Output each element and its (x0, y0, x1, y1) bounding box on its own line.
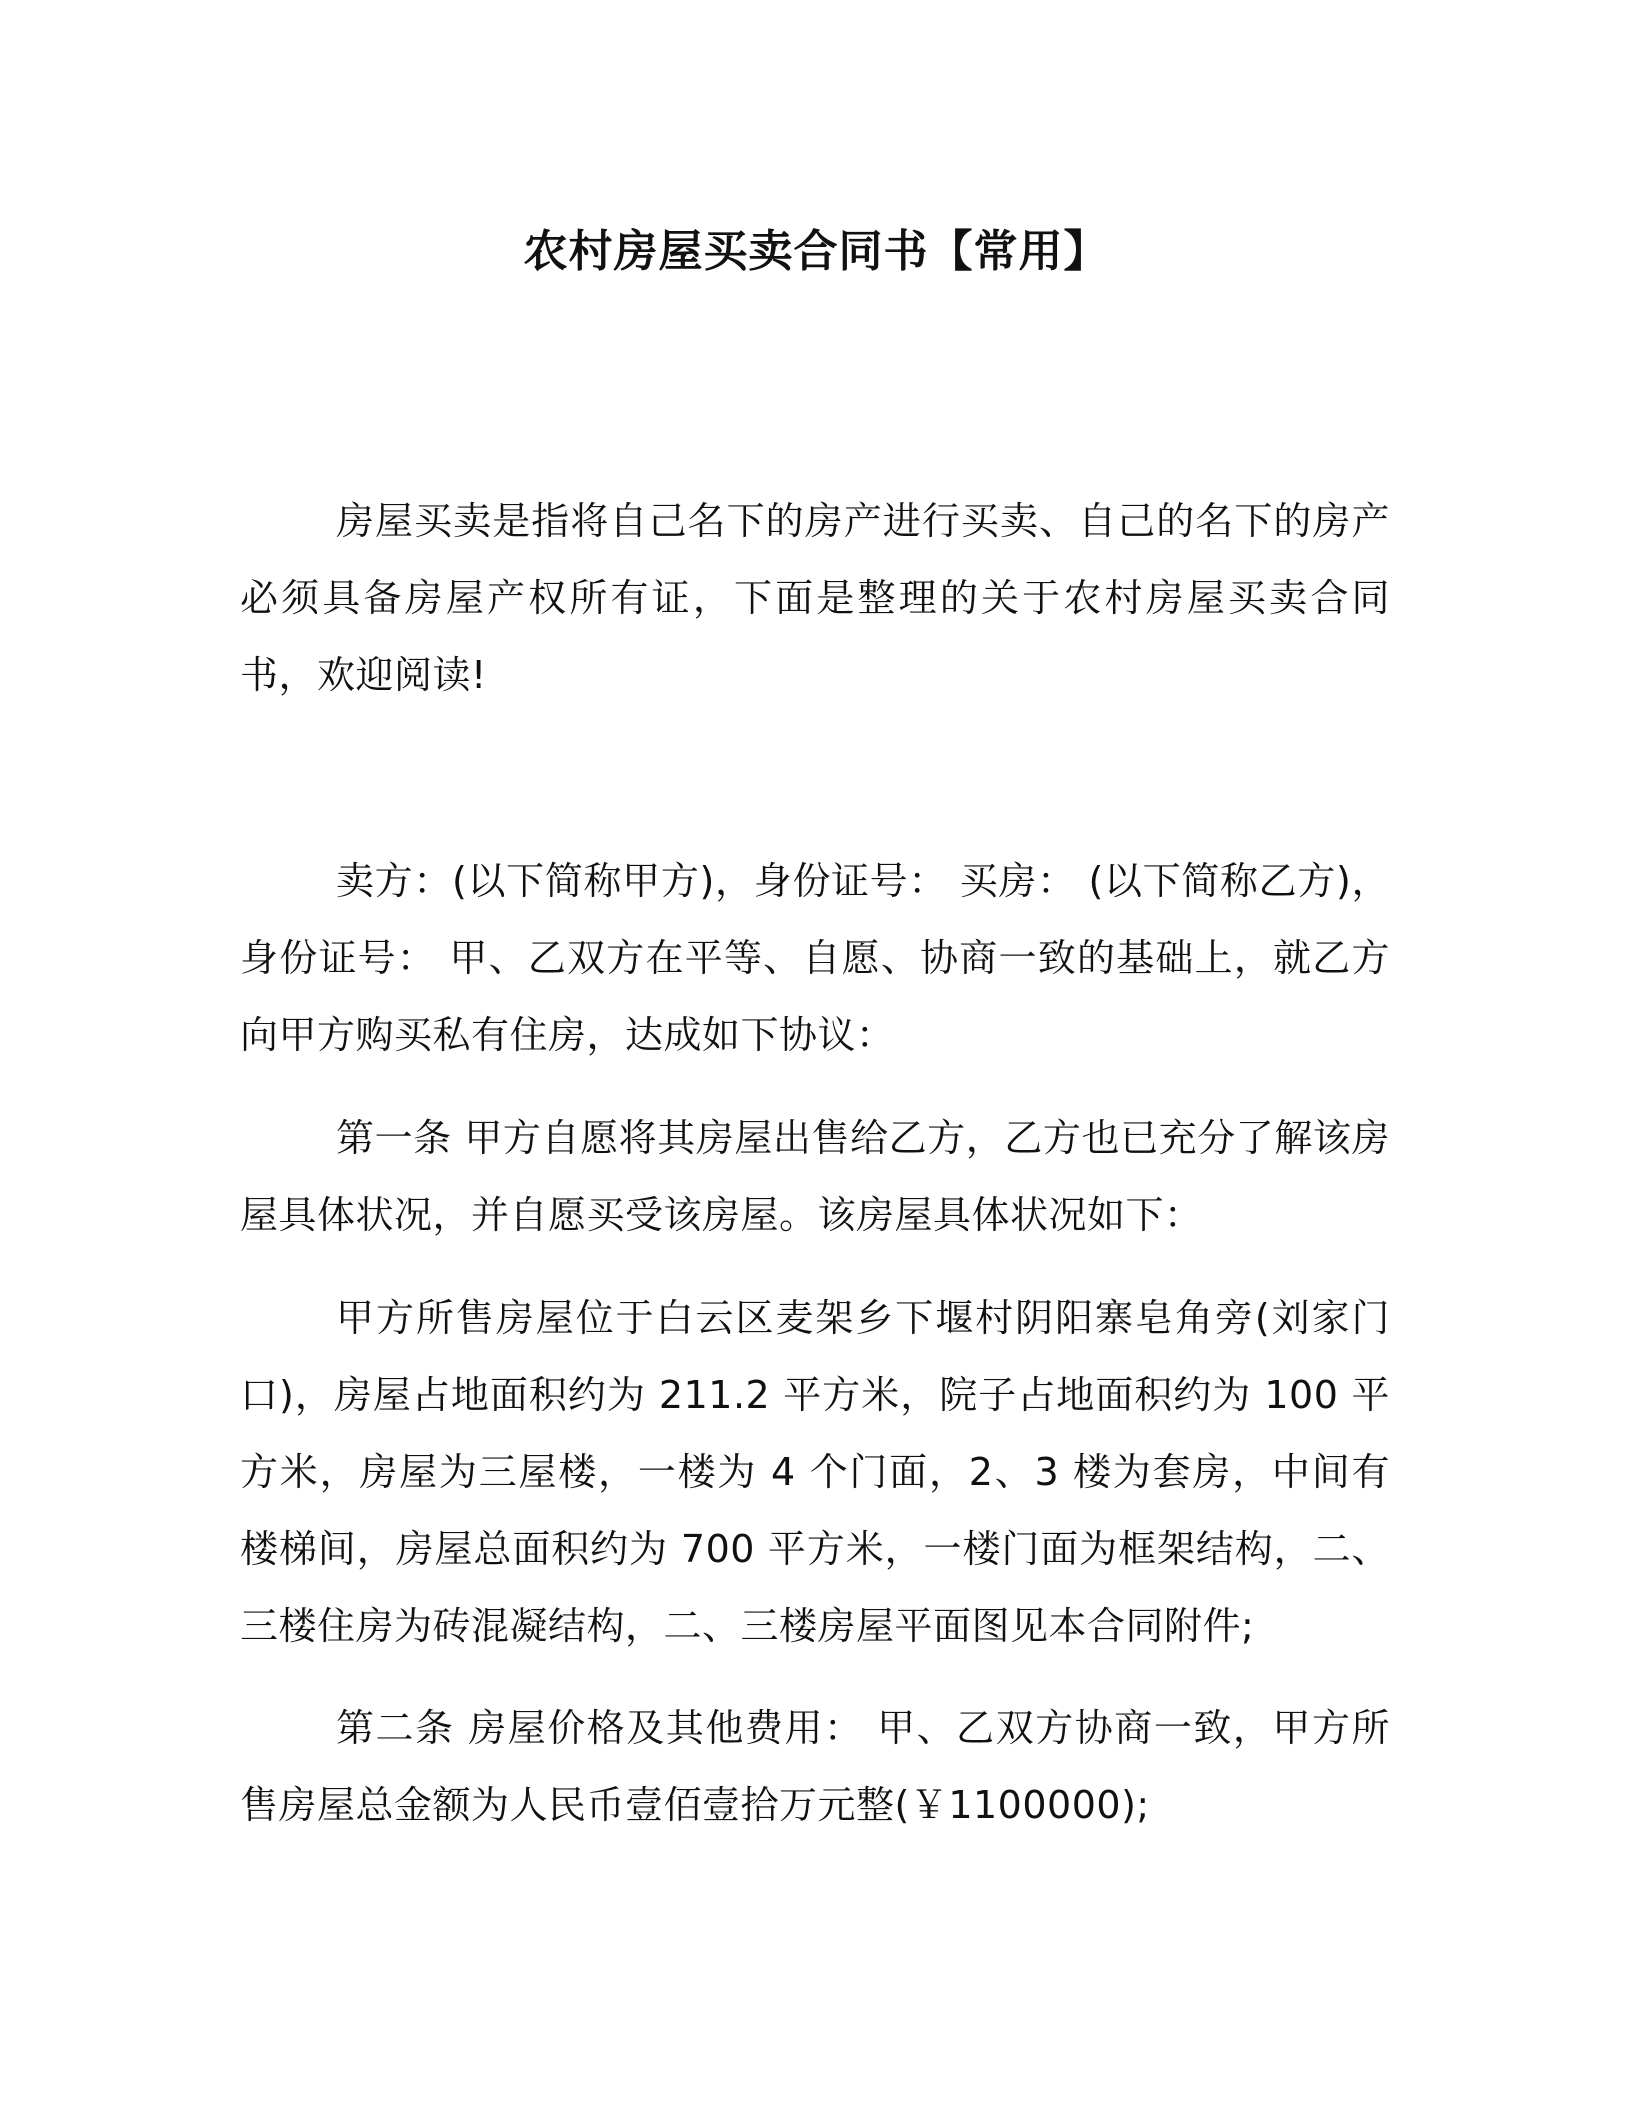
house-details-paragraph: 甲方所售房屋位于白云区麦架乡下堰村阴阳寨皂角旁(刘家门口)，房屋占地面积约为 211.2 平方米，院子占地面积约为 100 平方米，房屋为三屋楼，一楼为 4 个门面，2、3 楼为套房，中间有楼梯间，房屋总面积约为 700 平方米，一楼门面为框架结构，二、三楼住房为砖混凝结构，二、三楼房屋平面图见本合同附件; (240, 1296, 1390, 1648)
article-2-paragraph: 第二条 房屋价格及其他费用： 甲、乙双方协商一致，甲方所售房屋总金额为人民币壹佰壹拾万元整(￥1100000); (240, 1706, 1390, 1827)
document-title: 农村房屋买卖合同书【常用】 (523, 226, 1109, 277)
article-1-paragraph: 第一条 甲方自愿将其房屋出售给乙方，乙方也已充分了解该房屋具体状况，并自愿买受该房屋。该房屋具体状况如下： (240, 1116, 1390, 1237)
parties-paragraph: 卖方：(以下简称甲方)，身份证号： 买房： (以下简称乙方)，身份证号： 甲、乙双方在平等、自愿、协商一致的基础上，就乙方向甲方购买私有住房，达成如下协议： (240, 859, 1390, 1057)
intro-paragraph: 房屋买卖是指将自己名下的房产进行买卖、自己的名下的房产必须具备房屋产权所有证，下面是整理的关于农村房屋买卖合同书，欢迎阅读! (240, 499, 1390, 697)
